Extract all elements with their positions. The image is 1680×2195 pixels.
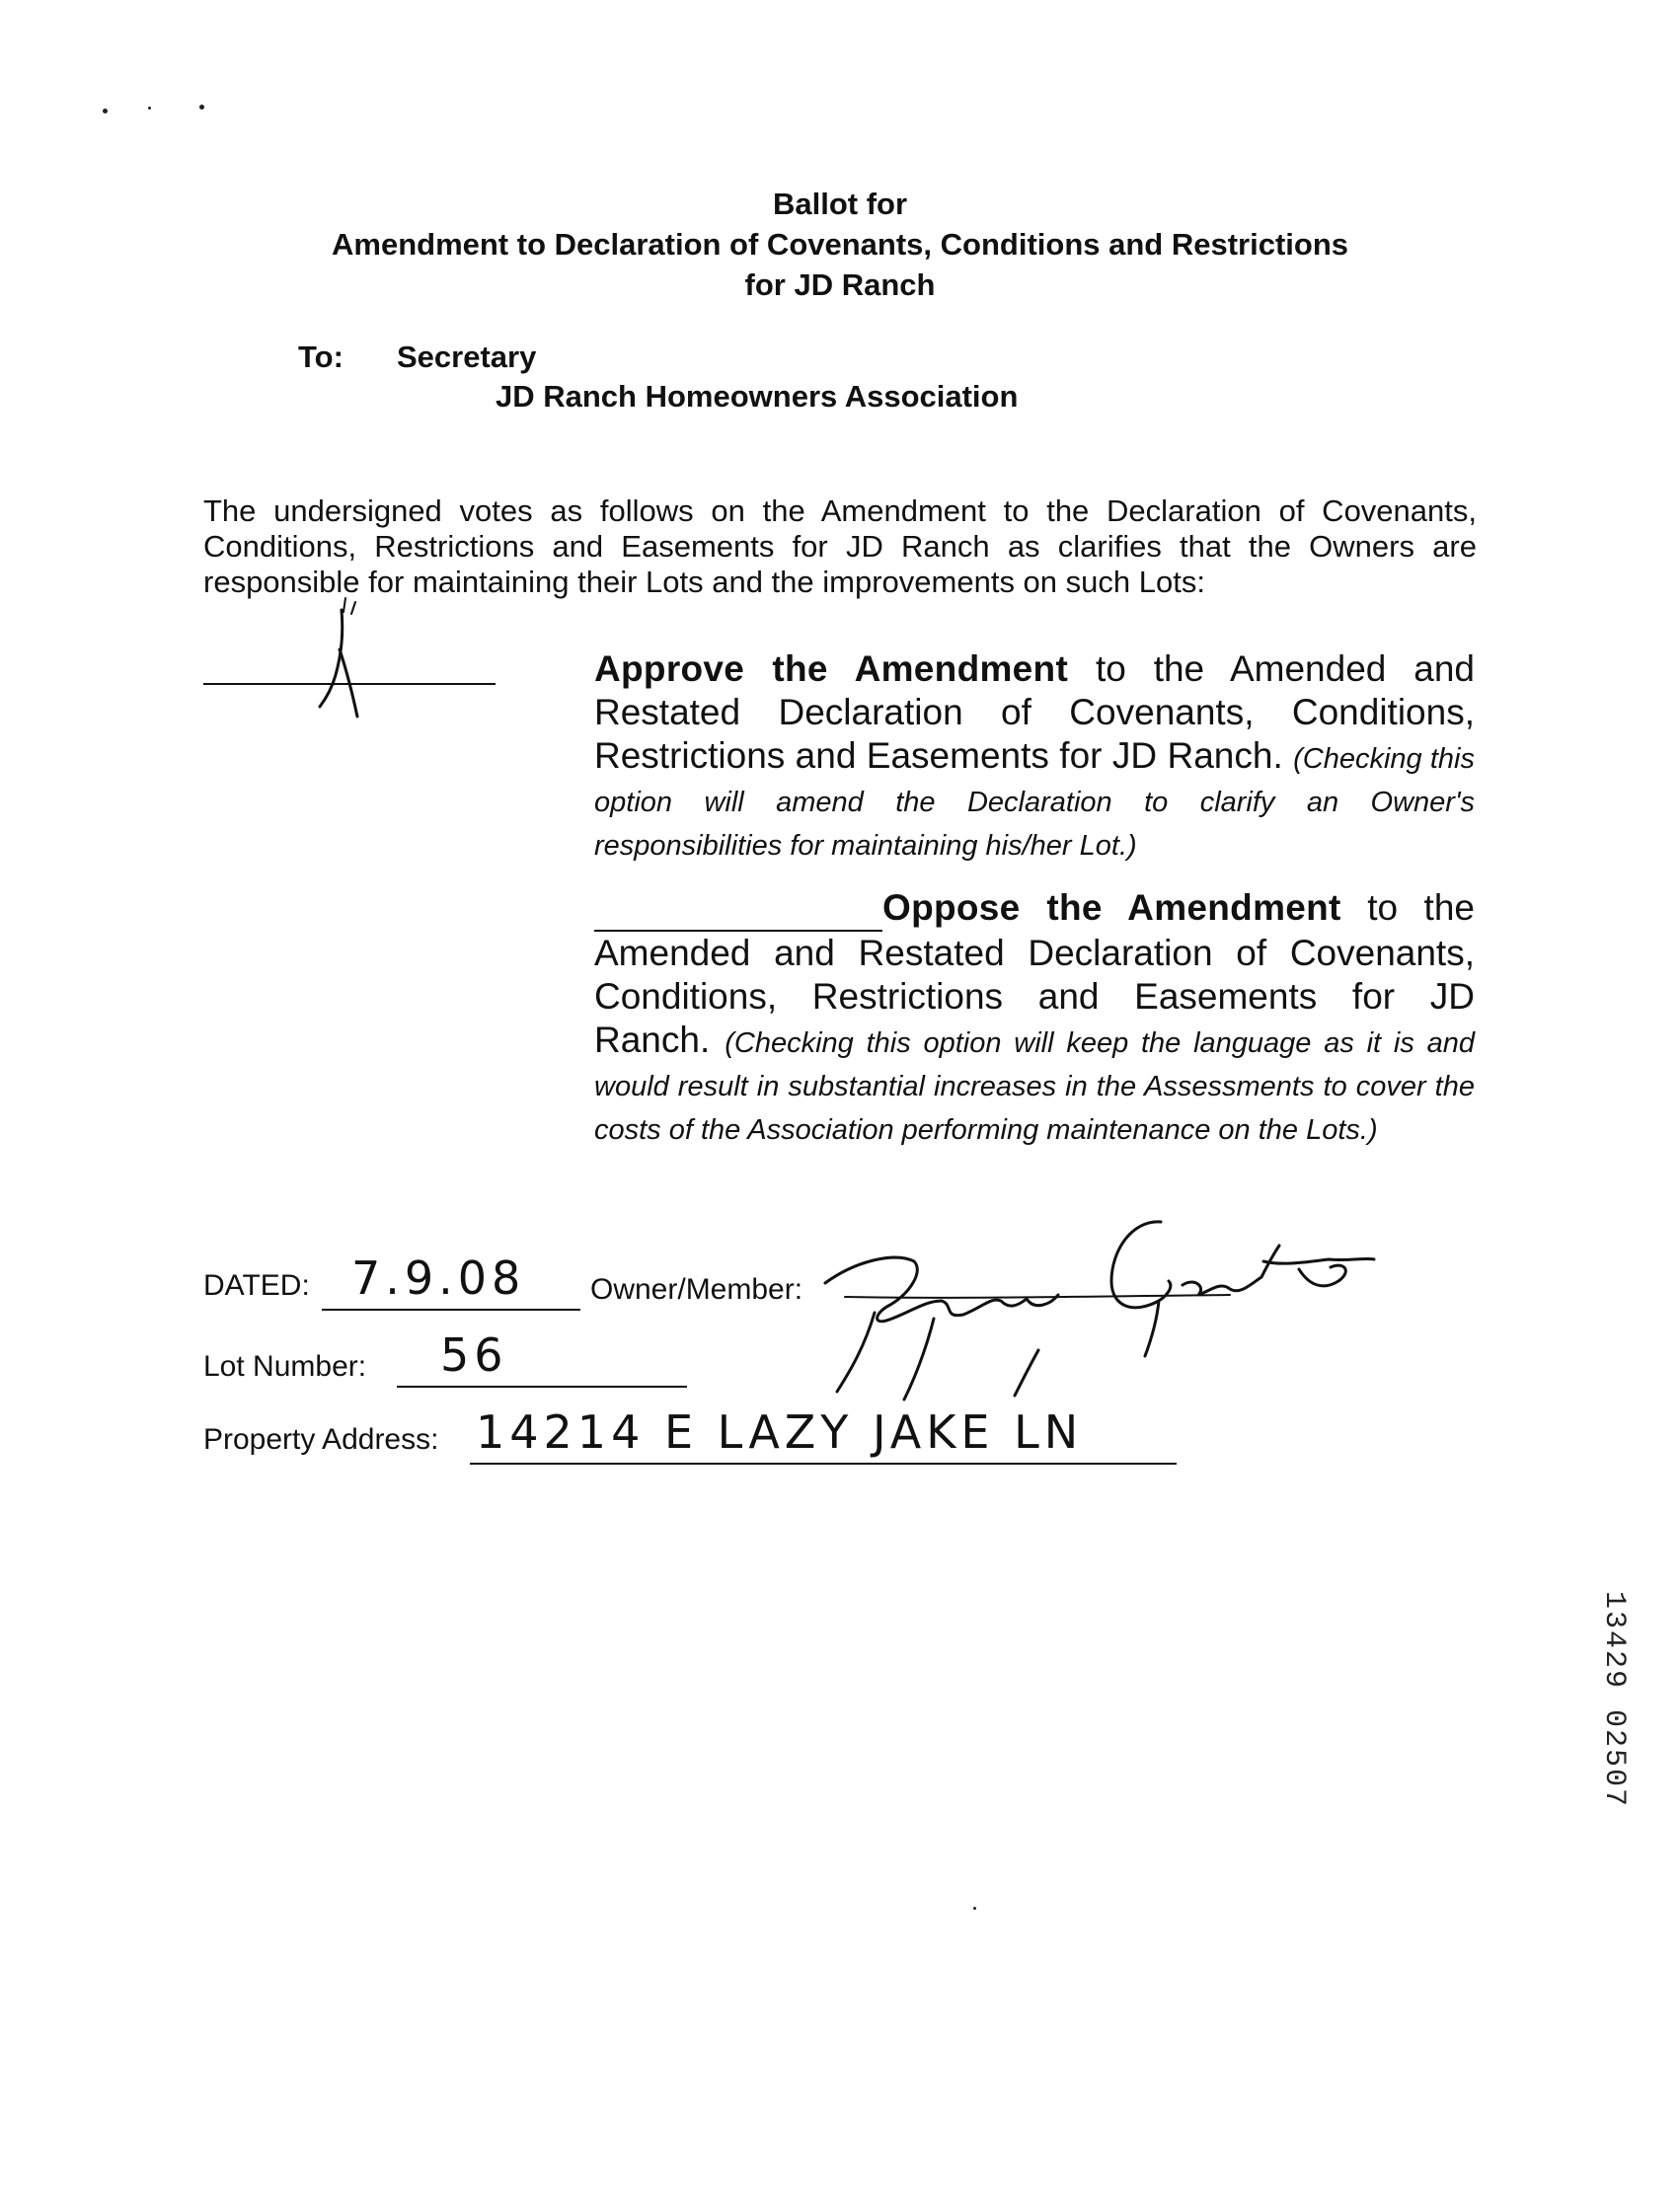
- oppose-option-note: (Checking this option will keep the language as it is and would result in substantial increases in the Assessments to cover the costs of the Association performing maintenance on the Lots.): [594, 1027, 1475, 1146]
- intro-paragraph: The undersigned votes as follows on the Amendment to the Declaration of Covenants, Conditions, Restrictions and Easements for JD Ranch as clarifies that the Owners are responsible for maintaining their Lots and the improvements on such Lots:: [203, 493, 1477, 599]
- dated-value[interactable]: 7.9.08: [351, 1251, 526, 1305]
- property-address-underline: [470, 1463, 1177, 1465]
- oppose-option-heading: Oppose the Amendment: [882, 887, 1341, 928]
- scan-speck: [103, 109, 108, 114]
- lot-number-underline: [397, 1386, 687, 1388]
- handwritten-x-mark: [312, 594, 371, 722]
- recipient-name: Secretary: [397, 340, 537, 374]
- approve-option-heading: Approve the Amendment: [594, 648, 1069, 689]
- owner-member-label: Owner/Member:: [590, 1273, 803, 1306]
- title-line-3: for JD Ranch: [744, 267, 936, 302]
- property-address-value[interactable]: 14214 E LAZY JAKE LN: [476, 1405, 1084, 1459]
- title-line-2: Amendment to Declaration of Covenants, Conditions and Restrictions: [332, 227, 1348, 262]
- owner-signature: [815, 1202, 1388, 1409]
- to-label: To:: [298, 340, 344, 374]
- scan-speck: [148, 107, 151, 110]
- dated-label: DATED:: [203, 1269, 310, 1302]
- lot-number-label: Lot Number:: [203, 1350, 367, 1383]
- ballot-title: [0, 184, 1680, 305]
- oppose-option: [594, 886, 1475, 1149]
- lot-number-value[interactable]: 56: [440, 1328, 508, 1382]
- oppose-option-text: to the Amended and Restated Declaration of Covenants, Conditions, Restrictions and Easements for JD Ranch.: [594, 887, 1475, 1060]
- recipient-organization: JD Ranch Homeowners Association: [496, 379, 1019, 414]
- approve-option-note: (Checking this option will amend the Declaration to clarify an Owner's responsibilities for maintaining his/her Lot.): [594, 743, 1475, 862]
- scan-speck: [973, 1907, 976, 1910]
- title-line-1: Ballot for: [772, 187, 908, 221]
- property-address-label: Property Address:: [203, 1423, 439, 1456]
- approve-option: [594, 647, 1475, 865]
- document-id-stamp: 13429 02507: [1597, 1591, 1631, 1809]
- approve-option-text: to the Amended and Restated Declaration of Covenants, Conditions, Restrictions and Easements for JD Ranch.: [594, 648, 1475, 776]
- dated-underline: [322, 1309, 580, 1311]
- oppose-checkline[interactable]: [594, 886, 882, 932]
- scan-speck: [199, 105, 204, 110]
